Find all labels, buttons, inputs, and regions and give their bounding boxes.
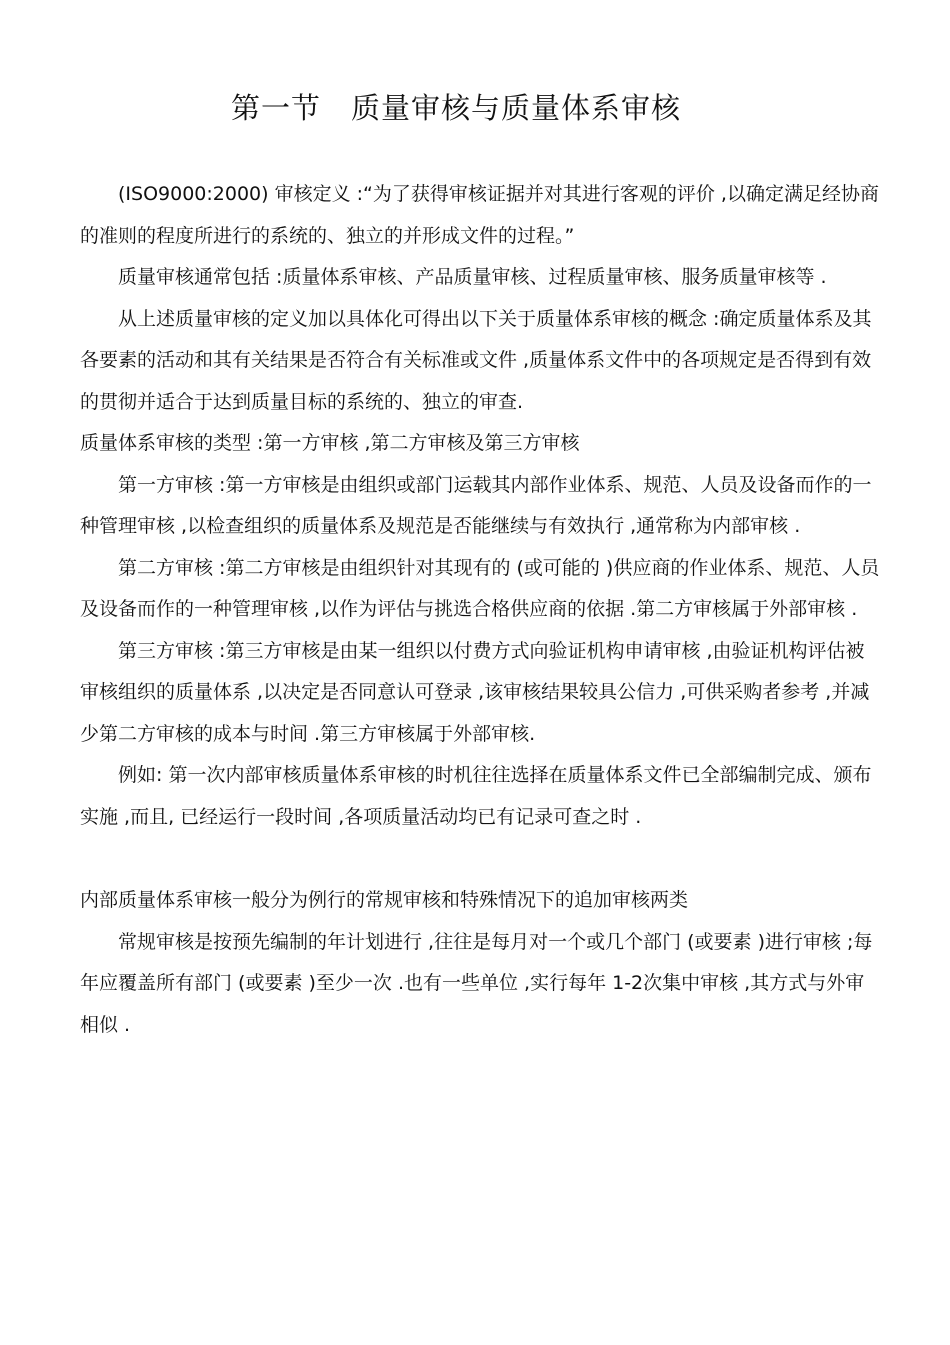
page-title: 第一节 质量审核与质量体系审核 xyxy=(230,91,681,125)
paragraph-audit-definition: (ISO9000:2000) 审核定义 :“为了获得审核证据并对其进行客观的评价 ,以确定满足经协商的准则的程度所进行的系统的、独立的并形成文件的过程。” xyxy=(80,183,879,247)
document-body xyxy=(80,174,880,1046)
paragraph-system-audit-concept: 从上述质量审核的定义加以具体化可得出以下关于质量体系审核的概念 :确定质量体系及其各要素的活动和其有关结果是否符合有关标准或文件 ,质量体系文件中的各项规定是否得到有效的贯彻并适合于达到质量目标的系统的、独立的审查. xyxy=(80,307,872,413)
paragraph-gap xyxy=(80,838,880,880)
paragraph-audit-scope: 质量审核通常包括 :质量体系审核、产品质量审核、过程质量审核、服务质量审核等 . xyxy=(118,266,827,288)
paragraph-routine-audit: 常规审核是按预先编制的年计划进行 ,往往是每月对一个或几个部门 (或要素 )进行审核 ;每年应覆盖所有部门 (或要素 )至少一次 .也有一些单位 ,实行每年 1-2次集中审核 ,其方式与外审相似 . xyxy=(80,930,873,1036)
paragraph-internal-audit-categories: 内部质量体系审核一般分为例行的常规审核和特殊情况下的追加审核两类 xyxy=(80,889,689,911)
paragraph-third-party-audit: 第三方审核 :第三方审核是由某一组织以付费方式向验证机构申请审核 ,由验证机构评估被审核组织的质量体系 ,以决定是否同意认可登录 ,该审核结果较具公信力 ,可供采购者参考 ,并减少第二方审核的成本与时间 .第三方审核属于外部审核. xyxy=(80,639,870,745)
paragraph-audit-types: 质量体系审核的类型 :第一方审核 ,第二方审核及第三方审核 xyxy=(80,432,580,454)
paragraph-example: 例如: 第一次内部审核质量体系审核的时机往往选择在质量体系文件已全部编制完成、颁布实施 ,而且, 已经运行一段时间 ,各项质量活动均已有记录可查之时 . xyxy=(80,764,872,828)
paragraph-second-party-audit: 第二方审核 :第二方审核是由组织针对其现有的 (或可能的 )供应商的作业体系、规范、人员及设备而作的一种管理审核 ,以作为评估与挑选合格供应商的依据 .第二方审核属于外部审核 . xyxy=(80,556,880,620)
paragraph-first-party-audit: 第一方审核 :第一方审核是由组织或部门运载其内部作业体系、规范、人员及设备而作的一种管理审核 ,以检查组织的质量体系及规范是否能继续与有效执行 ,通常称为内部审核 . xyxy=(80,473,872,537)
